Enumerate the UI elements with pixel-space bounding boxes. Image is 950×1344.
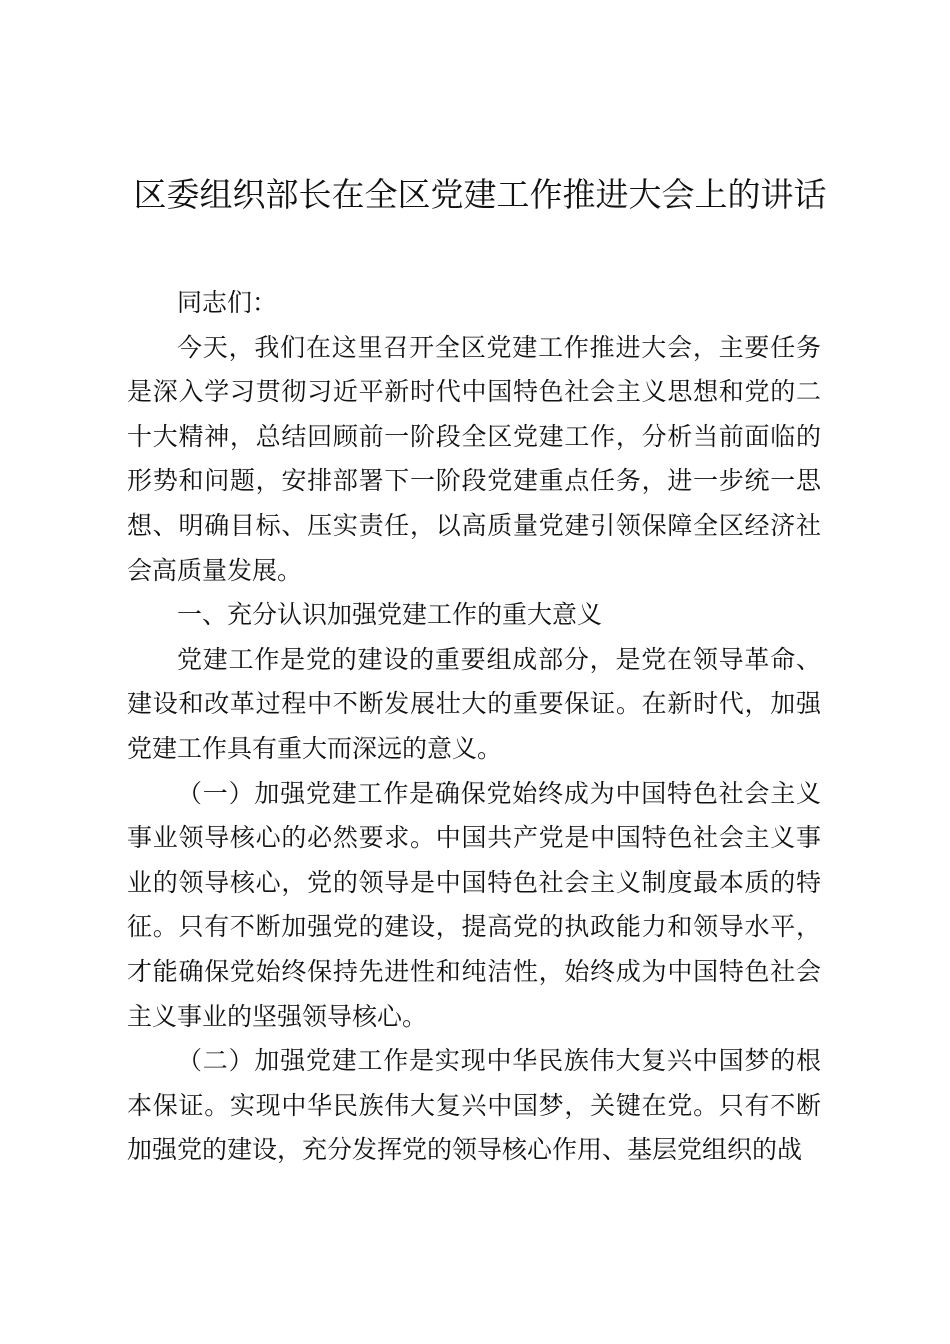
paragraph-section-1: 党建工作是党的建设的重要组成部分，是党在领导革命、建设和改革过程中不断发展壮大的重要保证。在新时代，加强党建工作具有重大而深远的意义。 [127, 644, 821, 763]
document-title: 区委组织部长在全区党建工作推进大会上的讲话 [133, 175, 827, 214]
document-body [127, 281, 821, 1173]
paragraph-point-1: （一）加强党建工作是确保党始终成为中国特色社会主义事业领导核心的必然要求。中国共产党是中国特色社会主义事业的领导核心，党的领导是中国特色社会主义制度最本质的特征。只有不断加强党的建设，提高党的执政能力和领导水平，才能确保党始终保持先进性和纯洁性，始终成为中国特色社会主义事业的坚强领导核心。 [127, 778, 821, 1031]
paragraph-point-2: （二）加强党建工作是实现中华民族伟大复兴中国梦的根本保证。实现中华民族伟大复兴中国梦，关键在党。只有不断加强党的建设，充分发挥党的领导核心作用、基层党组织的战 [127, 1046, 821, 1165]
section-heading-1: 一、充分认识加强党建工作的重大意义 [177, 600, 603, 630]
salutation: 同志们： [177, 288, 278, 317]
paragraph-intro: 今天，我们在这里召开全区党建工作推进大会，主要任务是深入学习贯彻习近平新时代中国特色社会主义思想和党的二十大精神，总结回顾前一阶段全区党建工作，分析当前面临的形势和问题，安排部署下一阶段党建重点任务，进一步统一思想、明确目标、压实责任，以高质量党建引领保障全区经济社会高质量发展。 [127, 332, 821, 585]
